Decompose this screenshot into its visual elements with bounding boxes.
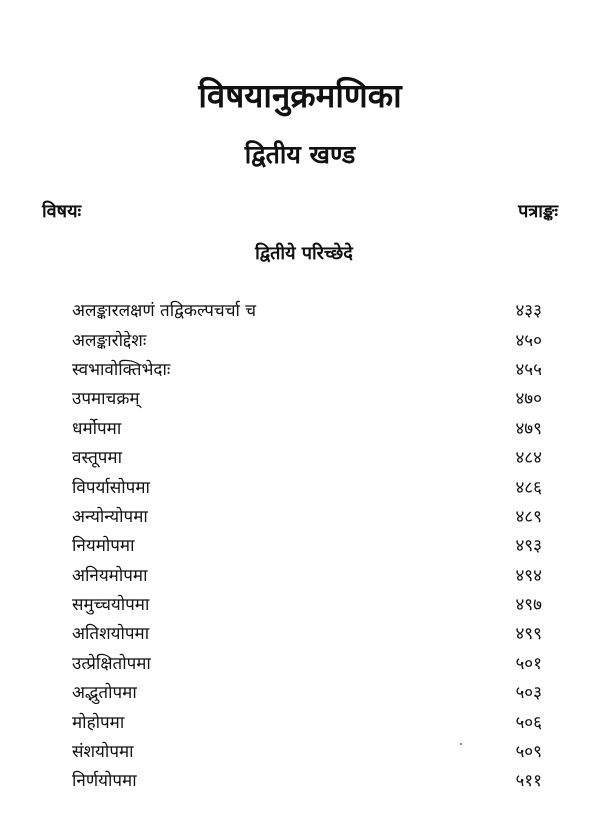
toc-entry-page: ५११ [515,771,542,792]
column-header-page: पत्राङ्कः [518,201,558,222]
toc-entry-page: ४५५ [515,359,542,380]
toc-entry-page: ४९३ [515,536,542,557]
toc-row [72,354,542,383]
toc-row [72,765,542,794]
toc-row [72,706,542,735]
toc-entry-page: ५०३ [515,683,542,704]
toc-entry-name: अतिशयोपमा [72,624,150,645]
toc-entry-page: ५०६ [515,712,542,733]
toc-row [72,413,542,442]
toc-entry-page: ४३३ [515,301,542,322]
toc-entry-page: ४९४ [515,565,542,586]
toc-entry-page: ५०१ [515,653,542,674]
toc-entry-name: अलङ्कारोद्देशः [72,330,147,351]
toc-entry-name: उपमाचक्रम् [72,389,140,410]
toc-entry-name: अनियमोपमा [72,565,148,586]
toc-entry-name: उत्प्रेक्षितोपमा [72,653,151,674]
toc-entry-page: ४९९ [515,624,542,645]
toc-entry-name: वस्तूपमा [72,448,122,469]
toc-entry-page: ४८६ [515,477,542,498]
scan-speck [460,743,462,745]
toc-entry-page: ४५० [515,330,542,351]
toc-row [72,295,542,324]
table-of-contents [72,295,542,795]
toc-row [72,618,542,647]
toc-entry-name: अलङ्कारलक्षणं तद्विकल्पचर्चा च [72,301,257,322]
toc-entry-name: धर्मोपमा [72,418,122,439]
toc-entry-name: अद्भुतोपमा [72,683,137,704]
toc-entry-page: ४८४ [515,448,542,469]
toc-entry-page: ४७९ [515,418,542,439]
toc-entry-page: ५०९ [515,742,542,763]
toc-entry-name: अन्योन्योपमा [72,506,148,527]
toc-entry-name: स्वभावोक्तिभेदाः [72,359,171,380]
toc-entry-name: संशयोपमा [72,742,134,763]
section-heading: द्वितीये परिच्छेदे [255,243,353,264]
toc-row [72,560,542,589]
toc-row [72,324,542,353]
volume-subtitle: द्वितीय खण्ड [244,140,356,169]
toc-entry-name: समुच्चयोपमा [72,595,150,616]
toc-row [72,442,542,471]
page-title: विषयानुक्रमणिका [198,76,402,115]
toc-row [72,589,542,618]
toc-entry-page: ४७० [515,389,542,410]
toc-row [72,677,542,706]
toc-entry-name: निर्णयोपमा [72,771,137,792]
toc-row [72,471,542,500]
toc-entry-name: विपर्यासोपमा [72,477,150,498]
toc-row [72,648,542,677]
toc-entry-page: ४९७ [515,595,542,616]
toc-entry-name: नियमोपमा [72,536,135,557]
toc-row [72,383,542,412]
column-header-topic: विषयः [42,201,82,222]
toc-entry-name: मोहोपमा [72,712,125,733]
toc-entry-page: ४८९ [515,506,542,527]
toc-row [72,501,542,530]
toc-row [72,736,542,765]
toc-row [72,530,542,559]
